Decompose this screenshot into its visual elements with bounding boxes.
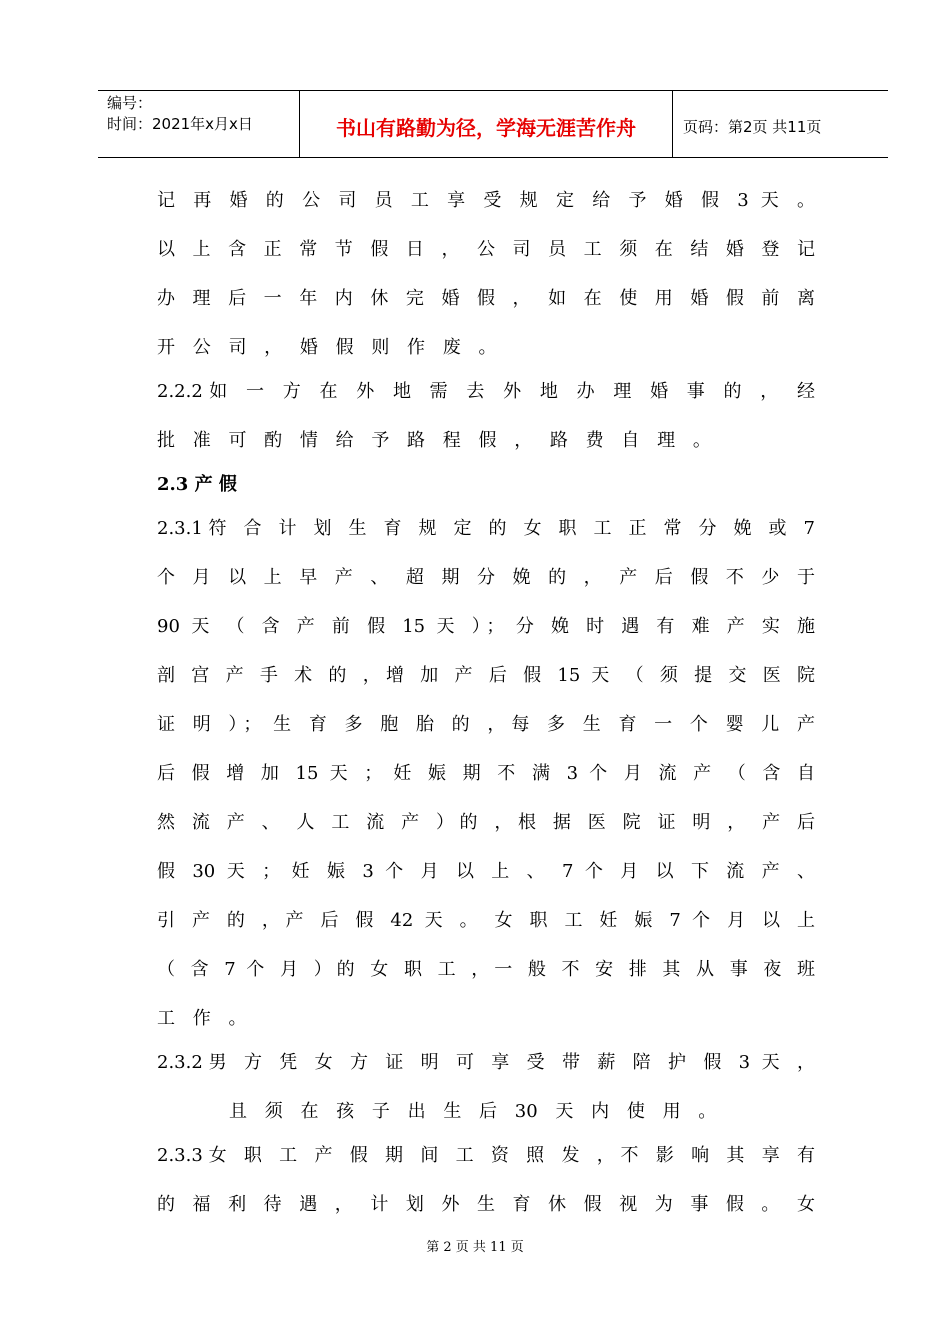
body-line: 且 须 在 孩 子 出 生 后 30 天 内 使 用 。 <box>229 1101 717 1122</box>
header-time-label: 时间：2021年x月x日 <box>107 115 253 133</box>
section-heading: 2.3 产 假 <box>157 474 237 495</box>
page-footer: 第 2 页 共 11 页 <box>426 1240 524 1255</box>
body-line: 以 上 含 正 常 节 假 日 ， 公 司 员 工 须 在 结 婚 登 记 <box>157 239 815 260</box>
body-line: 剖 宫 产 手 术 的 ，增 加 产 后 假 15 天 （ 须 提 交 医 院 <box>157 665 815 686</box>
header-bottom-border <box>98 157 888 158</box>
body-line: 个 月 以 上 早 产 、 超 期 分 娩 的 ， 产 后 假 不 少 于 <box>157 567 815 588</box>
body-line: 证 明 ）； 生 育 多 胞 胎 的 ，每 多 生 育 一 个 婴 儿 产 <box>157 714 815 735</box>
header-divider-right <box>672 90 673 158</box>
body-line: 然 流 产 、 人 工 流 产 ）的 ，根 据 医 院 证 明 ， 产 后 <box>157 812 815 833</box>
body-line: （ 含 7 个 月 ）的 女 职 工 ，一 般 不 安 排 其 从 事 夜 班 <box>157 959 815 980</box>
body-line: 的 福 利 待 遇 ， 计 划 外 生 育 休 假 视 为 事 假 。 女 <box>157 1194 815 1215</box>
body-line: 引 产 的 ，产 后 假 42 天 。 女 职 工 妊 娠 7 个 月 以 上 <box>157 910 815 931</box>
header-number-label: 编号： <box>107 94 153 112</box>
header-page-code: 页码：第2页 共11页 <box>683 118 822 136</box>
body-line: 2.3.2男 方 凭 女 方 证 明 可 享 受 带 薪 陪 护 假 3 天 ， <box>157 1052 815 1073</box>
body-line: 2.3.3女 职 工 产 假 期 间 工 资 照 发 ，不 影 响 其 享 有 <box>157 1145 815 1166</box>
body-line: 批 准 可 酌 情 给 予 路 程 假 ， 路 费 自 理 。 <box>157 430 711 451</box>
body-line: 开 公 司 ， 婚 假 则 作 废 。 <box>157 337 497 358</box>
body-line: 后 假 增 加 15 天 ； 妊 娠 期 不 满 3 个 月 流 产 （ 含 自 <box>157 763 815 784</box>
body-line: 2.2.2如 一 方 在 外 地 需 去 外 地 办 理 婚 事 的 ， 经 <box>157 381 815 402</box>
header-top-border <box>98 90 888 91</box>
body-line: 90 天 （ 含 产 前 假 15 天 ）； 分 娩 时 遇 有 难 产 实 施 <box>157 616 815 637</box>
body-line: 假 30 天 ； 妊 娠 3 个 月 以 上 、 7 个 月 以 下 流 产 、 <box>157 861 815 882</box>
body-line: 2.3.1符 合 计 划 生 育 规 定 的 女 职 工 正 常 分 娩 或 7 <box>157 518 815 539</box>
body-line: 工 作 。 <box>157 1008 247 1029</box>
body-line: 记 再 婚 的 公 司 员 工 享 受 规 定 给 予 婚 假 3 天 。 <box>157 190 815 211</box>
header-motto: 书山有路勤为径，学海无涯苦作舟 <box>336 116 636 140</box>
body-line: 办 理 后 一 年 内 休 完 婚 假 ， 如 在 使 用 婚 假 前 离 <box>157 288 815 309</box>
